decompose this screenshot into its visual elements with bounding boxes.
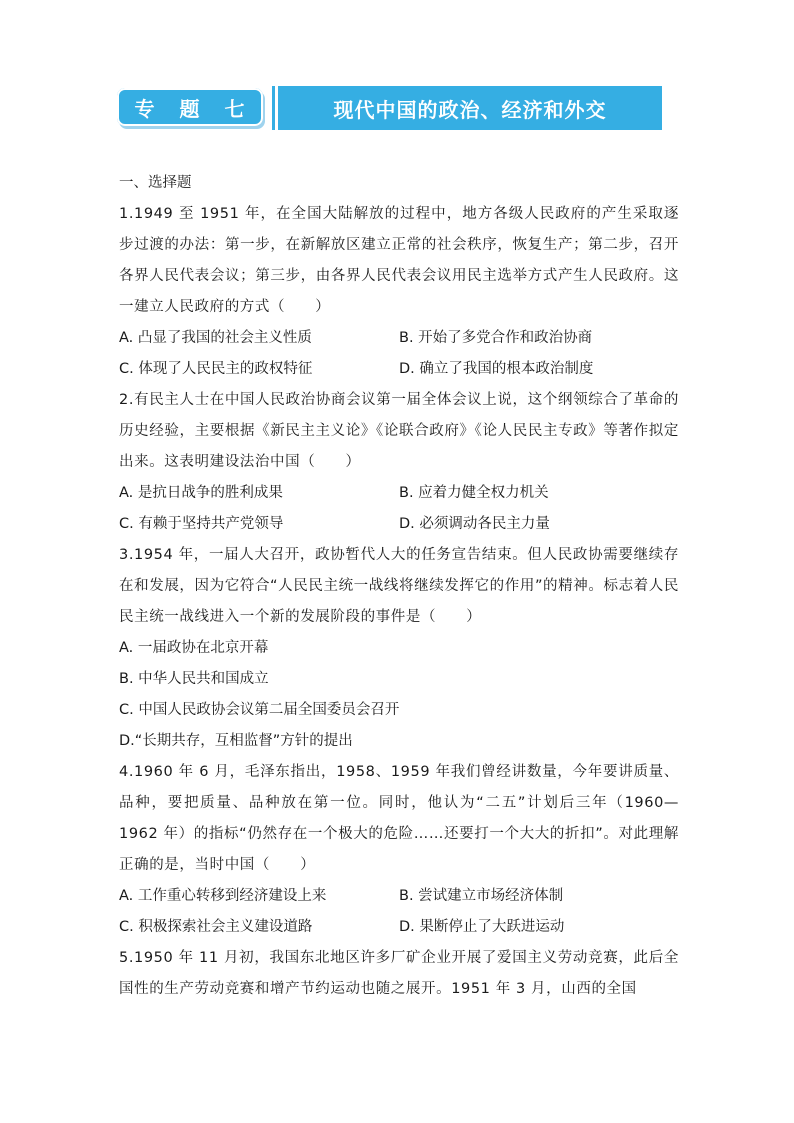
question-4 <box>119 757 679 943</box>
option-d: D. 确立了我国的根本政治制度 <box>399 361 594 377</box>
question-text: 5.1950 年 11 月初，我国东北地区许多厂矿企业开展了爱国主义劳动竞赛，此后全国性的生产劳动竞赛和增产节约运动也随之展开。1951 年 3 月，山西的全国 <box>119 950 679 997</box>
option-b: B. 开始了多党合作和政治协商 <box>399 330 593 346</box>
options-row <box>119 509 679 540</box>
option-a: A. 是抗日战争的胜利成果 <box>119 485 283 501</box>
option-b: B. 应着力健全权力机关 <box>399 485 549 501</box>
option-a: A. 一届政协在北京开幕 <box>119 640 269 656</box>
options-row <box>119 323 679 354</box>
option-c: C. 中国人民政协会议第二届全国委员会召开 <box>119 702 400 718</box>
options-row <box>119 912 679 943</box>
question-2 <box>119 385 679 540</box>
options-row <box>119 478 679 509</box>
options-row <box>119 881 679 912</box>
question-text: 4.1960 年 6 月，毛泽东指出，1958、1959 年我们曾经讲数量，今年要讲质量、品种，要把质量、品种放在第一位。同时，他认为“二五”计划后三年（1960—1962 年）的指标“仍然存在一个极大的危险……还要打一个大大的折扣”。对此理解正确的是，当时中国（ ） <box>119 764 679 873</box>
document-body <box>119 168 679 1005</box>
question-3 <box>119 540 679 757</box>
option-d: D. 必须调动各民主力量 <box>399 516 550 532</box>
option-a: A. 工作重心转移到经济建设上来 <box>119 888 327 904</box>
option-c: C. 有赖于坚持共产党领导 <box>119 516 284 532</box>
chapter-header <box>117 86 659 130</box>
question-text: 2.有民主人士在中国人民政治协商会议第一届全体会议上说，这个纲领综合了革命的历史经验，主要根据《新民主主义论》《论联合政府》《论人民民主专政》等著作拟定出来。这表明建设法治中国（ ） <box>119 392 679 470</box>
option-b: B. 中华人民共和国成立 <box>119 671 269 687</box>
chapter-badge <box>117 88 263 126</box>
chapter-title: 现代中国的政治、经济和外交 <box>333 97 607 122</box>
chapter-title-bar <box>275 86 662 130</box>
section-title: 一、选择题 <box>119 175 192 191</box>
question-1 <box>119 199 679 385</box>
question-5 <box>119 943 679 1005</box>
option-b: B. 尝试建立市场经济体制 <box>399 888 564 904</box>
option-d: D. 果断停止了大跃进运动 <box>399 919 565 935</box>
options-row <box>119 354 679 385</box>
option-d: D.“长期共存，互相监督”方针的提出 <box>119 733 353 749</box>
option-c: C. 体现了人民民主的政权特征 <box>119 361 313 377</box>
option-c: C. 积极探索社会主义建设道路 <box>119 919 313 935</box>
chapter-badge-label: 专 题 七 <box>134 96 254 121</box>
question-text: 1.1949 至 1951 年，在全国大陆解放的过程中，地方各级人民政府的产生采取逐步过渡的办法：第一步，在新解放区建立正常的社会秩序，恢复生产；第二步，召开各界人民代表会议；第三步，由各界人民代表会议用民主选举方式产生人民政府。这一建立人民政府的方式（ ） <box>119 206 679 315</box>
question-text: 3.1954 年，一届人大召开，政协暂代人大的任务宣告结束。但人民政协需要继续存在和发展，因为它符合“人民民主统一战线将继续发挥它的作用”的精神。标志着人民民主统一战线进入一个新的发展阶段的事件是（ ） <box>119 547 679 625</box>
option-a: A. 凸显了我国的社会主义性质 <box>119 330 312 346</box>
